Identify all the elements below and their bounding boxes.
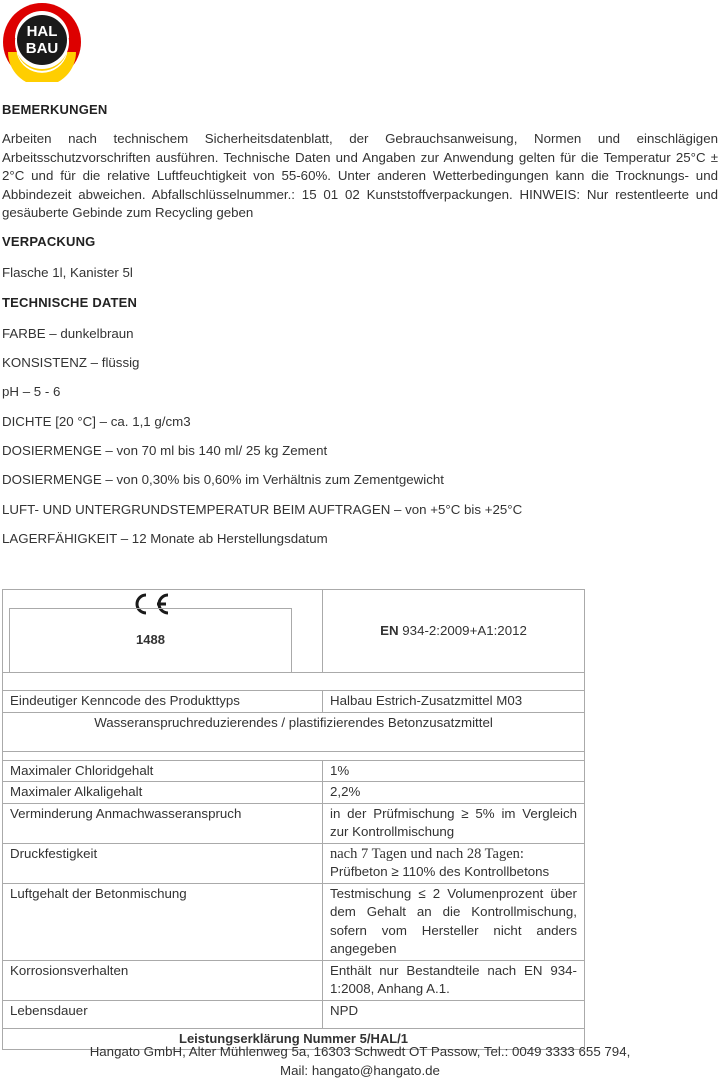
- row-label: Luftgehalt der Betonmischung: [3, 883, 323, 960]
- ce-declaration-table: [2, 589, 585, 1050]
- techdata-item: DOSIERMENGE – von 70 ml bis 140 ml/ 25 kg Zement: [2, 443, 328, 458]
- table-row: [3, 803, 585, 843]
- spacer-row: [3, 751, 585, 760]
- table-row: [3, 691, 585, 713]
- product-code-value: Halbau Estrich-Zusatzmittel M03: [323, 691, 585, 713]
- svg-text:HAL: HAL: [26, 23, 58, 40]
- row-value: Enthält nur Bestandteile nach EN 934-1:2008, Anhang A.1.: [323, 960, 585, 1000]
- ce-cell: [3, 590, 323, 673]
- halbau-logo: [2, 2, 82, 82]
- row-value: [323, 843, 585, 883]
- row-label: Druckfestigkeit: [3, 843, 323, 883]
- row-value-line: nach 7 Tagen und nach 28 Tagen:: [330, 845, 524, 862]
- product-code-label: Eindeutiger Kenncode des Produkttyps: [3, 691, 323, 713]
- row-label: Maximaler Chloridgehalt: [3, 760, 323, 782]
- standard-prefix: EN: [380, 622, 399, 638]
- techdata-item: LAGERFÄHIGKEIT – 12 Monate ab Herstellungsdatum: [2, 531, 328, 546]
- techdata-item: pH – 5 - 6: [2, 384, 61, 399]
- packaging-text: Flasche 1l, Kanister 5l: [2, 265, 133, 280]
- footer-address: Hangato GmbH, Alter Mühlenweg 5a, 16303 Schwedt OT Passow, Tel.: 0049 3333 655 794,: [89, 1044, 631, 1059]
- svg-text:BAU: BAU: [25, 40, 59, 57]
- spacer-row: [3, 673, 585, 691]
- table-row: [3, 960, 585, 1000]
- row-value-line: Prüfbeton ≥ 110% des Kontrollbetons: [330, 864, 550, 879]
- techdata-item: KONSISTENZ – flüssig: [2, 355, 140, 370]
- packaging-heading: VERPACKUNG: [2, 234, 96, 249]
- ce-number-box: [9, 608, 292, 672]
- row-value: in der Prüfmischung ≥ 5% im Vergleich zur Kontrollmischung: [323, 803, 585, 843]
- row-label: Maximaler Alkaligehalt: [3, 782, 323, 804]
- footer: [0, 1042, 720, 1080]
- row-value: Testmischung ≤ 2 Volumenprozent über dem Gehalt an die Kontrollmischung, sofern vom Hersteller nicht anders angegeben: [323, 883, 585, 960]
- row-label: Korrosionsverhalten: [3, 960, 323, 1000]
- row-value: NPD: [323, 1000, 585, 1028]
- table-row: [3, 883, 585, 960]
- table-row: [3, 712, 585, 751]
- declaration-number: Leistungserklärung Nummer 5/HAL/1: [3, 1028, 585, 1050]
- intended-use: Wasseranspruchreduzierendes / plastifizierendes Betonzusatzmittel: [3, 712, 585, 751]
- ce-number: 1488: [136, 632, 165, 647]
- standard-cell: [323, 590, 585, 673]
- row-value: 2,2%: [323, 782, 585, 804]
- techdata-item: FARBE – dunkelbraun: [2, 326, 134, 341]
- techdata-item: LUFT- UND UNTERGRUNDSTEMPERATUR BEIM AUFTRAGEN – von +5°C bis +25°C: [2, 502, 523, 517]
- footer-mail: Mail: hangato@hangato.de: [280, 1063, 440, 1078]
- remarks-text: Arbeiten nach technischem Sicherheitsdatenblatt, der Gebrauchsanweisung, Normen und einschlägigen Arbeitsschutzvorschriften ausführen. Technische Daten und Angaben zur Anwendung gelten für die Temperatur 25°C ± 2°C und für die relative Luftfeuchtigkeit von 55-60%. Unter anderen Wetterbedingungen kann die Trocknungs- und Abbindezeit abweichen. Abfallschlüsselnummer.: 15 01 02 Kunststoffverpackungen. HINWEIS: Nur restentleerte und gesäuberte Gebinde zum Recycling geben: [2, 131, 718, 220]
- table-row: [3, 1000, 585, 1028]
- techdata-heading: TECHNISCHE DATEN: [2, 295, 138, 310]
- techdata-item: DOSIERMENGE – von 0,30% bis 0,60% im Verhältnis zum Zementgewicht: [2, 472, 444, 487]
- row-label: Lebensdauer: [3, 1000, 323, 1028]
- row-label: Verminderung Anmachwasseranspruch: [3, 803, 323, 843]
- remarks-heading: BEMERKUNGEN: [2, 102, 108, 117]
- row-value: 1%: [323, 760, 585, 782]
- standard-number: 934-2:2009+A1:2012: [398, 622, 527, 638]
- techdata-item: DICHTE [20 °C] – ca. 1,1 g/cm3: [2, 414, 191, 429]
- table-row: [3, 843, 585, 883]
- table-row: [3, 782, 585, 804]
- table-row: [3, 760, 585, 782]
